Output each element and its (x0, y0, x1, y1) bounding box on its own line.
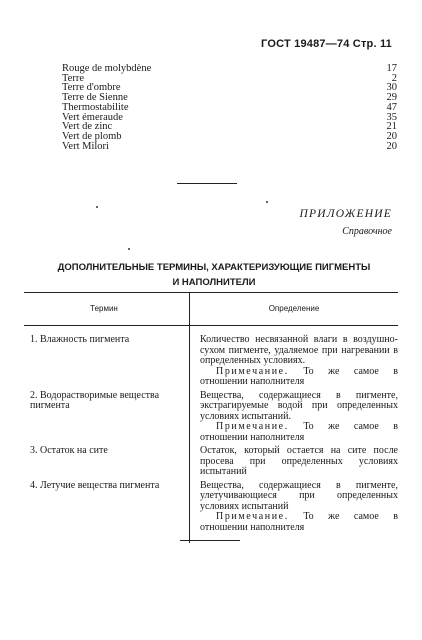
index-list (62, 64, 397, 151)
index-page: 2 (391, 72, 397, 84)
column-header-definition: Определение (190, 293, 399, 326)
term-cell: 4. Летучие вещества пигмента (30, 479, 160, 491)
table-row (24, 335, 398, 388)
term-cell: 2. Водорастворимые вещества пигмента (30, 389, 160, 411)
appendix-subtitle: Справочное (342, 226, 392, 237)
print-speck (266, 201, 268, 203)
index-row (62, 64, 397, 74)
note-label: Примечание. (216, 421, 289, 432)
section-title (40, 260, 388, 290)
print-speck (96, 206, 98, 208)
table-header-row (24, 293, 398, 326)
definition-cell: Остаток, который остается на сите после просева при определенных условиях испытаний (200, 445, 398, 477)
index-row (62, 142, 397, 152)
column-header-term: Термин (24, 293, 190, 326)
index-row (62, 113, 397, 123)
index-term: Terre (62, 72, 84, 84)
index-term: Terre d'ombre (62, 82, 121, 94)
note (200, 512, 398, 533)
definition-cell: Вещества, содержащиеся в пигменте, экстрагируемые водой при определенных условиях испытаний. (200, 389, 398, 422)
index-term: Vert de zinc (62, 121, 113, 133)
index-term: Thermostabilite (62, 101, 129, 113)
table-row (24, 481, 398, 534)
note-label: Примечание. (216, 511, 289, 522)
note (200, 422, 398, 443)
appendix-title: ПРИЛОЖЕНИЕ (299, 208, 392, 220)
page-header: ГОСТ 19487—74 Стр. 11 (261, 38, 392, 50)
note (200, 367, 398, 388)
term-cell: 3. Остаток на сите (30, 445, 108, 456)
section-title-line: И НАПОЛНИТЕЛИ (172, 277, 256, 288)
note-text: То же самое в отношении наполнителя (200, 365, 398, 387)
index-term: Rouge de molybdène (62, 63, 152, 74)
terms-table (24, 292, 398, 543)
note-text: То же самое в отношении наполнителя (200, 511, 398, 533)
table-row (24, 391, 398, 444)
index-page: 35 (386, 111, 397, 123)
index-term: Vert Milori (62, 140, 109, 152)
definition-cell: Количество несвязанной влаги в воздушно-сухом пигменте, удаляемое при нагревании в определенных условиях. (200, 334, 398, 366)
index-term: Vert de plomb (62, 130, 122, 142)
term-cell: 1. Влажность пигмента (30, 334, 130, 345)
section-title-line: ДОПОЛНИТЕЛЬНЫЕ ТЕРМИНЫ, ХАРАКТЕРИЗУЮЩИЕ ПИГМЕНТЫ (57, 262, 371, 273)
index-term: Terre de Sienne (62, 92, 128, 104)
definition-cell: Вещества, содержащиеся в пигменте, улетучивающиеся при определенных условиях испытаний (200, 479, 398, 512)
print-speck (128, 248, 130, 250)
index-row (62, 132, 397, 142)
index-term: Vert émeraude (62, 111, 123, 123)
index-page: 20 (386, 140, 397, 152)
note-text: То же самое в отношении наполнителя (200, 421, 398, 443)
index-page: 20 (386, 130, 397, 142)
table-row (24, 446, 398, 478)
end-divider (180, 540, 240, 541)
index-page: 21 (386, 121, 397, 133)
index-page: 47 (386, 101, 397, 113)
index-page: 29 (386, 92, 397, 104)
index-page: 17 (386, 63, 397, 74)
index-page: 30 (386, 82, 397, 94)
note-label: Примечание. (216, 365, 289, 377)
section-divider (177, 183, 237, 184)
